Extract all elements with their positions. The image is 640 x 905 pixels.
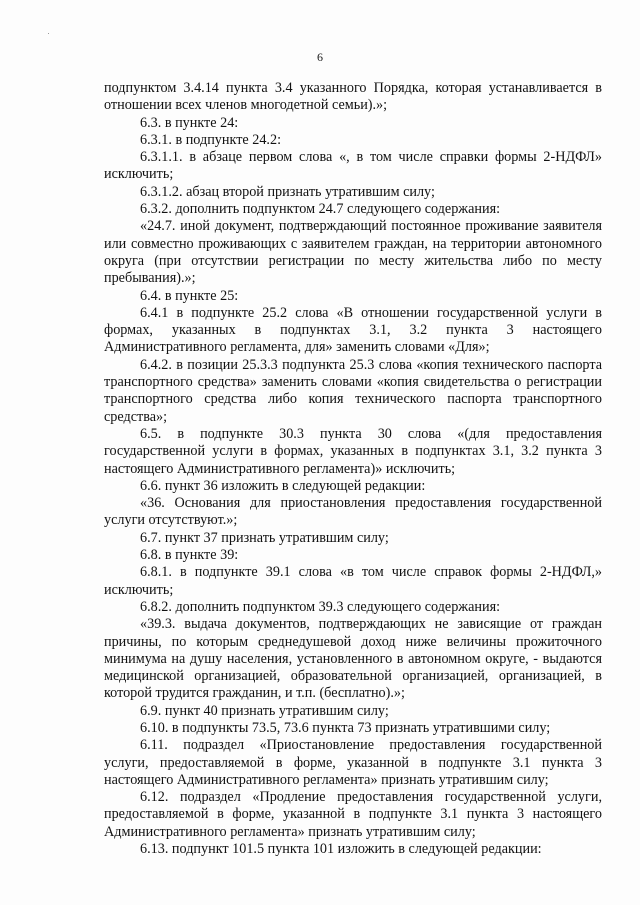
paragraph-6-5: 6.5. в подпункте 30.3 пункта 30 слова «(для предоставления государственной услуги в формах, указанных в подпунктах 3.1, 3.2 пункта 3 настоящего Административного регламента)» исключить; (104, 425, 602, 477)
paragraph-6-8-2: 6.8.2. дополнить подпунктом 39.3 следующего содержания: (140, 598, 501, 615)
paragraph-6-4: 6.4. в пункте 25: (140, 287, 239, 304)
paragraph-6-3-1: 6.3.1. в подпункте 24.2: (140, 131, 282, 148)
paragraph-6-13: 6.13. подпункт 101.5 пункта 101 изложить в следующей редакции: (140, 841, 542, 858)
paragraph-36-quote: «36. Основания для приостановления предоставления государственной услуги отсутствуют.»; (104, 495, 602, 529)
paragraph-6-8: 6.8. в пункте 39: (140, 547, 239, 564)
paragraph-6-4-1: 6.4.1 в подпункте 25.2 слова «В отношении государственной услуги в формах, указанных в подпунктах 3.1, 3.2 пункта 3 настоящего Административного регламента, для» заменить словами «Для»; (104, 304, 602, 356)
paragraph-6-9: 6.9. пункт 40 признать утратившим силу; (140, 702, 389, 719)
paragraph-continuation: подпунктом 3.4.14 пункта 3.4 указанного Порядка, которая устанавливается в отношении всех членов многодетной семьи).»; (104, 80, 602, 114)
paragraph-24-7-quote: «24.7. иной документ, подтверждающий постоянное проживание заявителя или совместно проживающих с заявителем граждан, на территории автономного округа (при отсутствии регистрации по месту жительства либо по месту пребывания).»; (104, 218, 602, 287)
paragraph-6-11: 6.11. подраздел «Приостановление предоставления государственной услуги, предоставляемой в форме, указанной в подпункте 3.1 пункта 3 настоящего Административного регламента» признать утратившим силу; (104, 737, 602, 788)
paragraph-6-8-1: 6.8.1. в подпункте 39.1 слова «в том числе справок формы 2-НДФЛ,» исключить; (104, 564, 602, 598)
paragraph-6-10: 6.10. в подпункты 73.5, 73.6 пункта 73 признать утратившими силу; (140, 719, 551, 736)
paragraph-6-6: 6.6. пункт 36 изложить в следующей редакции: (140, 477, 426, 494)
paragraph-6-12: 6.12. подраздел «Продление предоставления государственной услуги, предоставляемой в форме, указанной в подпункте 3.1 пункта 3 настоящего Административного регламента» признать утратившим силу; (104, 789, 602, 840)
document-body (104, 80, 602, 858)
scan-speck (48, 33, 49, 34)
paragraph-6-3-1-2: 6.3.1.2. абзац второй признать утратившим силу; (140, 183, 435, 200)
paragraph-6-7: 6.7. пункт 37 признать утратившим силу; (140, 529, 389, 546)
page-number: 6 (317, 50, 323, 64)
paragraph-39-3-quote: «39.3. выдача документов, подтверждающих не зависящие от граждан причины, по которым среднедушевой доход ниже величины прожиточного минимума на душу населения, установленного в автономном округе, - выдаются медицинской организацией, образовательной организацией, организацией, в которой трудится гражданин, и т.п. (бесплатно).»; (104, 616, 602, 702)
paragraph-6-4-2: 6.4.2. в позиции 25.3.3 подпункта 25.3 слова «копия технического паспорта транспортного средства» заменить словами «копия свидетельства о регистрации транспортного средства либо копия технического паспорта транспортного средства»; (104, 356, 602, 425)
paragraph-6-3-2: 6.3.2. дополнить подпунктом 24.7 следующего содержания: (140, 201, 501, 218)
paragraph-6-3-1-1: 6.3.1.1. в абзаце первом слова «, в том числе справки формы 2-НДФЛ» исключить; (104, 149, 602, 183)
paragraph-6-3: 6.3. в пункте 24: (140, 114, 239, 131)
